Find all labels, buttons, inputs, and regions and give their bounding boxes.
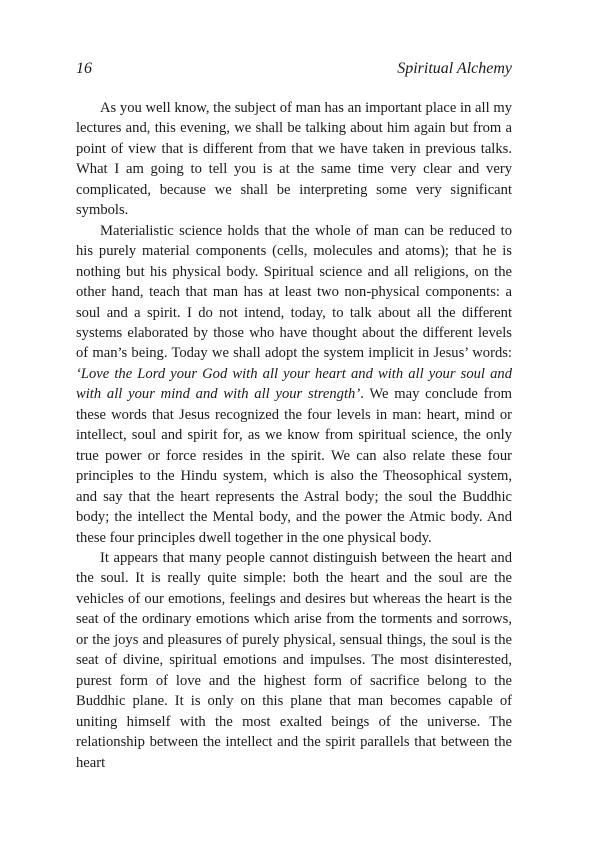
- page-number: 16: [76, 60, 92, 77]
- paragraph-2-text-before-quote: Materialistic science holds that the whole of man can be reduced to his purely material components (cells, molecules and atoms); that he is nothing but his physical body. Spiritual science and all religions, on the other hand, teach that man has at least two non-physical components: a soul and a spirit. I do not intend, today, to talk about all the different systems elaborated by those who have thought about the different levels of man’s being. Today we shall adopt the system implicit in Jesus’ words:: [76, 222, 512, 362]
- paragraph-3: It appears that many people cannot distinguish between the heart and the soul. It is really quite simple: both the heart and the soul are the vehicles of our emotions, feelings and desires but whereas the heart is the seat of the ordinary emotions which arise from the torments and sorrows, or the joys and pleasures of purely physical, sensual things, the soul is the seat of divine, spiritual emotions and impulses. The most disinterested, purest form of love and the highest form of sacrifice belong to the Buddhic plane. It is only on this plane that man becomes capable of uniting himself with the most exalted beings of the universe. The relationship between the intellect and the spirit parallels that between the heart: [76, 549, 512, 771]
- paragraph-1: As you well know, the subject of man has an important place in all my lectures and, this evening, we shall be talking about him again but from a point of view that is different from that we have taken in previous talks. What I am going to tell you is at the same time very clear and very complicated, because we shall be interpreting some very significant symbols.: [76, 100, 512, 219]
- running-title: Spiritual Alchemy: [397, 60, 512, 77]
- body-text: [76, 98, 512, 773]
- scripture-quote: ‘Love the Lord your God with all your heart and with all your soul and with all your mind and with all your strength’: [76, 365, 512, 403]
- paragraph-2-text-after-quote: . We may conclude from these words that Jesus recognized the four levels in man: heart, mind or intellect, soul and spirit for, as we know from spiritual science, the only true power or force resides in the spirit. We can also relate these four principles to the Hindu system, which is also the Theosophical system, and say that the heart represents the Astral body; the soul the Buddhic body; the intellect the Mental body, and the power the Atmic body. And these four principles dwell together in the one physical body.: [76, 386, 512, 546]
- paragraph-2: [76, 221, 512, 548]
- running-head: [76, 58, 512, 80]
